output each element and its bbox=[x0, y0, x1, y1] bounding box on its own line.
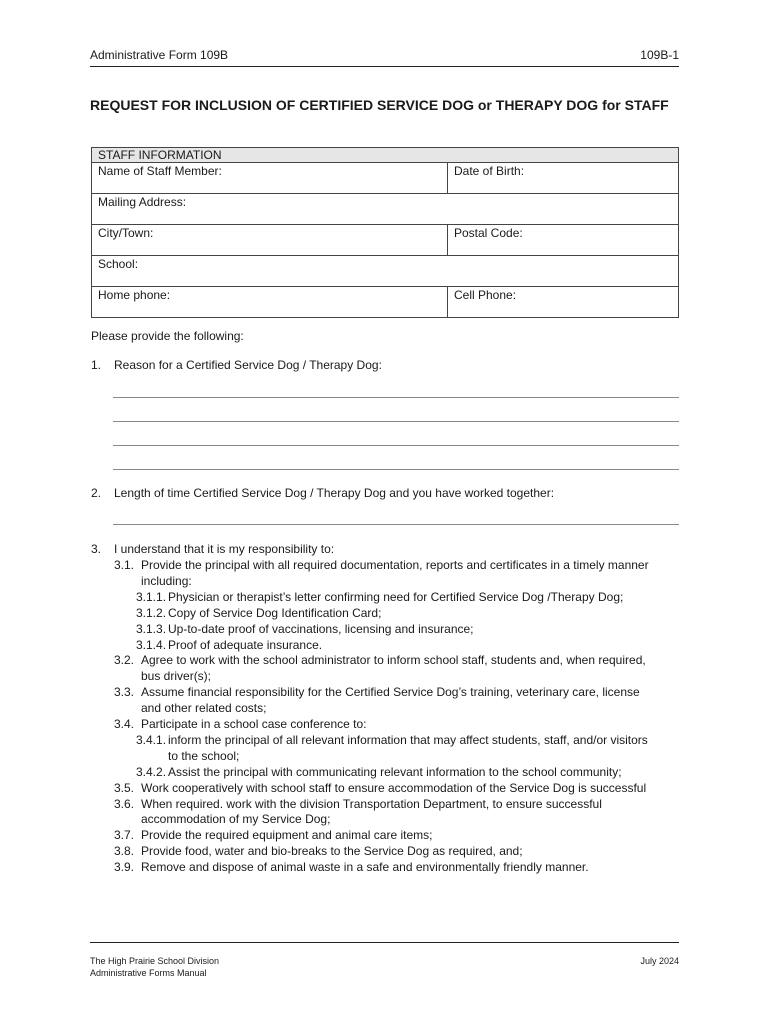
table-heading: STAFF INFORMATION bbox=[92, 148, 678, 163]
list-item-number: 3.2. bbox=[114, 653, 135, 668]
footer-rule bbox=[90, 942, 679, 943]
list-item-number: 3.4. bbox=[114, 717, 135, 731]
list-item-text: including: bbox=[141, 573, 192, 588]
header-rule bbox=[90, 66, 679, 67]
field-label: Home phone: bbox=[98, 288, 171, 302]
instructions-intro: Please provide the following: bbox=[91, 329, 244, 343]
answer-line[interactable] bbox=[113, 445, 679, 446]
staff-name-field[interactable] bbox=[92, 163, 448, 193]
answer-line[interactable] bbox=[113, 421, 679, 422]
field-label: School: bbox=[98, 257, 139, 271]
list-item-text: Agree to work with the school administrator to inform school staff, students and, when required, bbox=[141, 653, 646, 668]
list-item-text: bus driver(s); bbox=[141, 669, 212, 684]
list-item-text: Remove and dispose of animal waste in a safe and environmentally friendly manner. bbox=[141, 860, 589, 875]
mailing-address-field[interactable] bbox=[92, 194, 678, 224]
answer-line[interactable] bbox=[113, 524, 679, 525]
list-item-number: 3.5. bbox=[114, 780, 135, 795]
list-item-number: 3.1.2. bbox=[136, 605, 167, 620]
footer-organization: The High Prairie School Division bbox=[90, 956, 220, 966]
date-of-birth-field[interactable] bbox=[448, 163, 678, 193]
list-item-text: Work cooperatively with school staff to ensure accommodation of the Service Dog is successful bbox=[141, 780, 647, 795]
table-row bbox=[92, 194, 678, 225]
list-item-number: 3.6. bbox=[114, 796, 135, 811]
list-item-number: 3.1.1. bbox=[136, 589, 167, 604]
list-item-number: 3.1.3. bbox=[136, 621, 167, 636]
list-item-text: When required. work with the division Transportation Department, to ensure successful bbox=[141, 796, 602, 811]
city-town-field[interactable] bbox=[92, 225, 448, 255]
table-row bbox=[92, 225, 678, 256]
list-item-text: Up-to-date proof of vaccinations, licensing and insurance; bbox=[168, 621, 474, 636]
question-number: 3. bbox=[91, 542, 102, 556]
table-row bbox=[92, 256, 678, 287]
field-label: Mailing Address: bbox=[98, 195, 187, 209]
answer-line[interactable] bbox=[113, 397, 679, 398]
cell-phone-field[interactable] bbox=[448, 287, 678, 317]
home-phone-field[interactable] bbox=[92, 287, 448, 317]
list-item-text: and other related costs; bbox=[141, 701, 267, 716]
question-1-text: Reason for a Certified Service Dog / Therapy Dog: bbox=[114, 358, 382, 372]
question-number: 1. bbox=[91, 358, 102, 372]
list-item-text: to the school; bbox=[168, 748, 240, 763]
list-item-text: Assume financial responsibility for the Certified Service Dog’s training, veterinary care, license bbox=[141, 685, 640, 700]
footer-date: July 2024 bbox=[640, 956, 679, 966]
table-row bbox=[92, 163, 678, 194]
list-item-text: Proof of adequate insurance. bbox=[168, 637, 323, 652]
question-3-text: I understand that it is my responsibility to: bbox=[114, 542, 335, 556]
list-item-text: Assist the principal with communicating relevant information to the school community; bbox=[168, 764, 622, 779]
postal-code-field[interactable] bbox=[448, 225, 678, 255]
table-row bbox=[92, 287, 678, 317]
list-item-text: inform the principal of all relevant information that may affect students, staff, and/or visitors bbox=[168, 732, 648, 747]
list-item-text: Provide food, water and bio-breaks to the Service Dog as required, and; bbox=[141, 844, 523, 859]
field-label: Postal Code: bbox=[454, 226, 523, 240]
list-item-text: Provide the principal with all required documentation, reports and certificates in a timely manner bbox=[141, 558, 649, 572]
list-item-number: 3.1.4. bbox=[136, 637, 167, 652]
field-label: City/Town: bbox=[98, 226, 154, 240]
school-field[interactable] bbox=[92, 256, 678, 286]
field-label: Name of Staff Member: bbox=[98, 164, 222, 178]
list-item-number: 3.3. bbox=[114, 685, 135, 700]
staff-information-table bbox=[91, 147, 679, 318]
question-number: 2. bbox=[91, 486, 102, 500]
list-item-text: Participate in a school case conference to: bbox=[141, 717, 367, 731]
list-item-text: Physician or therapist’s letter confirming need for Certified Service Dog /Therapy Dog; bbox=[168, 589, 624, 604]
list-item-text: Provide the required equipment and animal care items; bbox=[141, 828, 433, 843]
answer-line[interactable] bbox=[113, 469, 679, 470]
list-item-number: 3.1. bbox=[114, 558, 135, 572]
field-label: Date of Birth: bbox=[454, 164, 525, 178]
list-item-text: accommodation of my Service Dog; bbox=[141, 812, 331, 827]
question-2-text: Length of time Certified Service Dog / Therapy Dog and you have worked together: bbox=[114, 486, 555, 500]
list-item-text: Copy of Service Dog Identification Card; bbox=[168, 605, 382, 620]
list-item-number: 3.8. bbox=[114, 844, 135, 859]
footer-manual: Administrative Forms Manual bbox=[90, 968, 207, 978]
page-number: 109B-1 bbox=[640, 48, 679, 62]
list-item-number: 3.9. bbox=[114, 860, 135, 875]
list-item-number: 3.4.2. bbox=[136, 764, 167, 779]
list-item-number: 3.4.1. bbox=[136, 732, 167, 747]
field-label: Cell Phone: bbox=[454, 288, 517, 302]
form-title: REQUEST FOR INCLUSION OF CERTIFIED SERVICE DOG or THERAPY DOG for STAFF bbox=[90, 97, 669, 113]
form-number-header: Administrative Form 109B bbox=[90, 48, 229, 62]
list-item-number: 3.7. bbox=[114, 828, 135, 843]
